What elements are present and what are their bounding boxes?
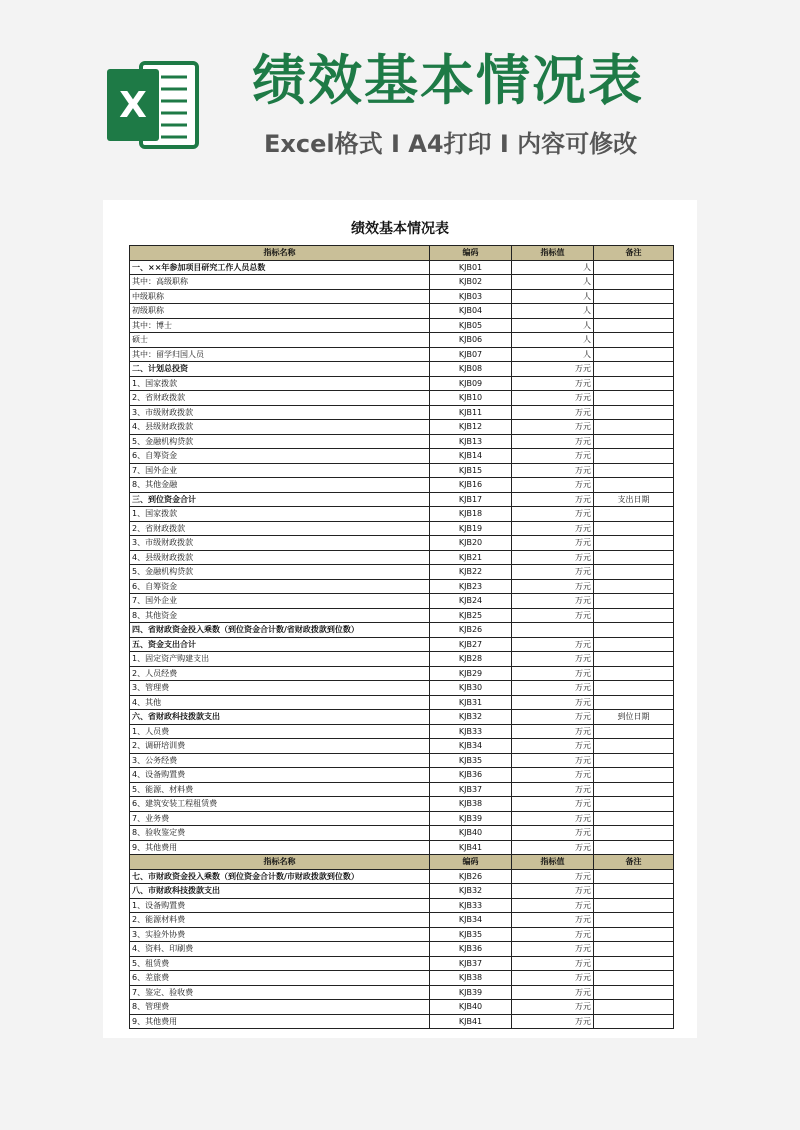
code-cell[interactable]: KJB36 bbox=[430, 768, 512, 783]
code-cell[interactable]: KJB34 bbox=[430, 739, 512, 754]
indicator-name-cell[interactable]: 7、国外企业 bbox=[130, 594, 430, 609]
indicator-name-cell[interactable]: 八、市财政科技拨款支出 bbox=[130, 884, 430, 899]
code-cell[interactable]: KJB30 bbox=[430, 681, 512, 696]
value-cell[interactable]: 万元 bbox=[512, 565, 594, 580]
value-cell[interactable]: 万元 bbox=[512, 768, 594, 783]
indicator-name-cell[interactable]: 8、其他资金 bbox=[130, 608, 430, 623]
logo-letter: X bbox=[119, 85, 147, 126]
indicator-name-cell[interactable]: 2、能源材料费 bbox=[130, 913, 430, 928]
table-row bbox=[130, 304, 674, 319]
indicator-name-cell[interactable]: 2、省财政拨款 bbox=[130, 521, 430, 536]
sheet-title: 绩效基本情况表 bbox=[351, 221, 449, 237]
note-cell[interactable] bbox=[594, 985, 674, 1000]
value-cell[interactable]: 万元 bbox=[512, 507, 594, 522]
value-cell[interactable]: 人 bbox=[512, 260, 594, 275]
indicator-name-cell[interactable]: 3、公务经费 bbox=[130, 753, 430, 768]
indicator-name-cell[interactable]: 3、管理费 bbox=[130, 681, 430, 696]
value-cell[interactable]: 万元 bbox=[512, 913, 594, 928]
table-row bbox=[130, 840, 674, 855]
value-cell[interactable]: 万元 bbox=[512, 826, 594, 841]
table-row bbox=[130, 884, 674, 899]
indicator-name-cell[interactable]: 4、设备购置费 bbox=[130, 768, 430, 783]
note-cell[interactable] bbox=[594, 811, 674, 826]
table-row bbox=[130, 579, 674, 594]
indicator-name-cell[interactable]: 其中：高级职称 bbox=[130, 275, 430, 290]
note-cell[interactable] bbox=[594, 956, 674, 971]
value-cell[interactable]: 万元 bbox=[512, 434, 594, 449]
value-cell[interactable]: 人 bbox=[512, 304, 594, 319]
code-cell[interactable]: KJB33 bbox=[430, 724, 512, 739]
value-cell[interactable]: 人 bbox=[512, 318, 594, 333]
spreadsheet-page bbox=[103, 200, 697, 1038]
value-cell[interactable]: 万元 bbox=[512, 927, 594, 942]
indicator-name-cell[interactable]: 2、调研培训费 bbox=[130, 739, 430, 754]
value-cell[interactable]: 万元 bbox=[512, 376, 594, 391]
table-row bbox=[130, 710, 674, 725]
indicator-name-cell[interactable]: 三、到位资金合计 bbox=[130, 492, 430, 507]
value-cell[interactable]: 万元 bbox=[512, 782, 594, 797]
code-cell[interactable]: KJB13 bbox=[430, 434, 512, 449]
table-row bbox=[130, 768, 674, 783]
column-header[interactable]: 指标名称 bbox=[130, 855, 430, 870]
note-cell[interactable] bbox=[594, 782, 674, 797]
table-row bbox=[130, 927, 674, 942]
table-row bbox=[130, 623, 674, 638]
code-cell[interactable]: KJB31 bbox=[430, 695, 512, 710]
indicator-name-cell[interactable]: 8、管理费 bbox=[130, 1000, 430, 1015]
note-cell[interactable] bbox=[594, 608, 674, 623]
code-cell[interactable]: KJB37 bbox=[430, 956, 512, 971]
indicator-name-cell[interactable]: 7、鉴定、验收费 bbox=[130, 985, 430, 1000]
code-cell[interactable]: KJB10 bbox=[430, 391, 512, 406]
indicator-name-cell[interactable]: 6、自筹资金 bbox=[130, 449, 430, 464]
code-cell[interactable]: KJB38 bbox=[430, 797, 512, 812]
code-cell[interactable]: KJB03 bbox=[430, 289, 512, 304]
note-cell[interactable] bbox=[594, 768, 674, 783]
value-cell[interactable]: 万元 bbox=[512, 942, 594, 957]
code-cell[interactable]: KJB12 bbox=[430, 420, 512, 435]
table-row bbox=[130, 333, 674, 348]
code-cell[interactable]: KJB23 bbox=[430, 579, 512, 594]
table-row bbox=[130, 507, 674, 522]
note-cell[interactable] bbox=[594, 536, 674, 551]
indicator-name-cell[interactable]: 5、金融机构贷款 bbox=[130, 434, 430, 449]
note-cell[interactable] bbox=[594, 449, 674, 464]
excel-logo-icon bbox=[103, 55, 203, 155]
value-cell[interactable]: 人 bbox=[512, 333, 594, 348]
indicator-name-cell[interactable]: 3、市级财政拨款 bbox=[130, 536, 430, 551]
value-cell[interactable]: 万元 bbox=[512, 492, 594, 507]
note-cell[interactable] bbox=[594, 840, 674, 855]
code-cell[interactable]: KJB25 bbox=[430, 608, 512, 623]
code-cell[interactable]: KJB22 bbox=[430, 565, 512, 580]
value-cell[interactable]: 万元 bbox=[512, 681, 594, 696]
note-cell[interactable] bbox=[594, 550, 674, 565]
note-cell[interactable] bbox=[594, 942, 674, 957]
table-row bbox=[130, 608, 674, 623]
indicator-name-cell[interactable]: 1、国家拨款 bbox=[130, 507, 430, 522]
note-cell[interactable] bbox=[594, 826, 674, 841]
code-cell[interactable]: KJB34 bbox=[430, 913, 512, 928]
table-row bbox=[130, 463, 674, 478]
code-cell[interactable]: KJB11 bbox=[430, 405, 512, 420]
indicator-name-cell[interactable]: 4、其他 bbox=[130, 695, 430, 710]
table-row bbox=[130, 797, 674, 812]
value-cell[interactable]: 万元 bbox=[512, 710, 594, 725]
performance-table bbox=[129, 245, 674, 1029]
table-row bbox=[130, 536, 674, 551]
value-cell[interactable]: 万元 bbox=[512, 405, 594, 420]
code-cell[interactable]: KJB26 bbox=[430, 623, 512, 638]
code-cell[interactable]: KJB38 bbox=[430, 971, 512, 986]
code-cell[interactable]: KJB04 bbox=[430, 304, 512, 319]
note-cell[interactable] bbox=[594, 405, 674, 420]
note-cell[interactable] bbox=[594, 333, 674, 348]
value-cell[interactable]: 万元 bbox=[512, 956, 594, 971]
indicator-name-cell[interactable]: 其中：留学归国人员 bbox=[130, 347, 430, 362]
value-cell[interactable]: 万元 bbox=[512, 608, 594, 623]
note-cell[interactable] bbox=[594, 478, 674, 493]
note-cell[interactable] bbox=[594, 623, 674, 638]
note-cell[interactable] bbox=[594, 434, 674, 449]
indicator-name-cell[interactable]: 初级职称 bbox=[130, 304, 430, 319]
column-header[interactable]: 备注 bbox=[594, 246, 674, 261]
note-cell[interactable] bbox=[594, 1000, 674, 1015]
table-row bbox=[130, 724, 674, 739]
note-cell[interactable] bbox=[594, 579, 674, 594]
indicator-name-cell[interactable]: 二、计划总投资 bbox=[130, 362, 430, 377]
indicator-name-cell[interactable]: 4、资料、印刷费 bbox=[130, 942, 430, 957]
column-header[interactable]: 指标值 bbox=[512, 246, 594, 261]
table-row bbox=[130, 971, 674, 986]
indicator-name-cell[interactable]: 七、市财政资金投入乘数（到位资金合计数/市财政拨款到位数） bbox=[130, 869, 430, 884]
indicator-name-cell[interactable]: 3、市级财政拨款 bbox=[130, 405, 430, 420]
table-row bbox=[130, 347, 674, 362]
note-cell[interactable] bbox=[594, 797, 674, 812]
value-cell[interactable]: 万元 bbox=[512, 811, 594, 826]
code-cell[interactable]: KJB32 bbox=[430, 884, 512, 899]
table-row bbox=[130, 739, 674, 754]
indicator-name-cell[interactable]: 5、金融机构贷款 bbox=[130, 565, 430, 580]
table-row bbox=[130, 405, 674, 420]
code-cell[interactable]: KJB40 bbox=[430, 1000, 512, 1015]
value-cell[interactable]: 万元 bbox=[512, 840, 594, 855]
code-cell[interactable]: KJB27 bbox=[430, 637, 512, 652]
value-cell[interactable]: 人 bbox=[512, 289, 594, 304]
table-row bbox=[130, 318, 674, 333]
value-cell[interactable]: 人 bbox=[512, 275, 594, 290]
value-cell[interactable]: 万元 bbox=[512, 637, 594, 652]
code-cell[interactable]: KJB08 bbox=[430, 362, 512, 377]
code-cell[interactable]: KJB32 bbox=[430, 710, 512, 725]
note-cell[interactable] bbox=[594, 565, 674, 580]
code-cell[interactable]: KJB07 bbox=[430, 347, 512, 362]
indicator-name-cell[interactable]: 2、人员经费 bbox=[130, 666, 430, 681]
code-cell[interactable]: KJB35 bbox=[430, 927, 512, 942]
code-cell[interactable]: KJB21 bbox=[430, 550, 512, 565]
note-cell[interactable]: 到位日期 bbox=[594, 710, 674, 725]
code-cell[interactable]: KJB18 bbox=[430, 507, 512, 522]
table-header-row bbox=[130, 855, 674, 870]
code-cell[interactable]: KJB19 bbox=[430, 521, 512, 536]
code-cell[interactable]: KJB14 bbox=[430, 449, 512, 464]
table-row bbox=[130, 478, 674, 493]
table-row bbox=[130, 811, 674, 826]
indicator-name-cell[interactable]: 其中：博士 bbox=[130, 318, 430, 333]
table-row bbox=[130, 695, 674, 710]
value-cell[interactable]: 万元 bbox=[512, 420, 594, 435]
indicator-name-cell[interactable]: 一、××年参加项目研究工作人员总数 bbox=[130, 260, 430, 275]
indicator-name-cell[interactable]: 8、验收鉴定费 bbox=[130, 826, 430, 841]
note-cell[interactable] bbox=[594, 666, 674, 681]
value-cell[interactable]: 万元 bbox=[512, 869, 594, 884]
code-cell[interactable]: KJB39 bbox=[430, 985, 512, 1000]
note-cell[interactable] bbox=[594, 1014, 674, 1029]
value-cell[interactable]: 万元 bbox=[512, 652, 594, 667]
table-row bbox=[130, 666, 674, 681]
note-cell[interactable] bbox=[594, 884, 674, 899]
value-cell[interactable]: 万元 bbox=[512, 449, 594, 464]
value-cell[interactable]: 万元 bbox=[512, 536, 594, 551]
indicator-name-cell[interactable]: 6、建筑安装工程租赁费 bbox=[130, 797, 430, 812]
note-cell[interactable] bbox=[594, 594, 674, 609]
value-cell[interactable]: 万元 bbox=[512, 463, 594, 478]
indicator-name-cell[interactable]: 7、业务费 bbox=[130, 811, 430, 826]
value-cell[interactable]: 万元 bbox=[512, 666, 594, 681]
table-row bbox=[130, 753, 674, 768]
column-header[interactable]: 指标名称 bbox=[130, 246, 430, 261]
indicator-name-cell[interactable]: 六、省财政科技拨款支出 bbox=[130, 710, 430, 725]
table-row bbox=[130, 956, 674, 971]
code-cell[interactable]: KJB41 bbox=[430, 840, 512, 855]
note-cell[interactable] bbox=[594, 304, 674, 319]
table-row bbox=[130, 434, 674, 449]
table-row bbox=[130, 913, 674, 928]
table-row bbox=[130, 362, 674, 377]
note-cell[interactable] bbox=[594, 507, 674, 522]
code-cell[interactable]: KJB40 bbox=[430, 826, 512, 841]
code-cell[interactable]: KJB06 bbox=[430, 333, 512, 348]
indicator-name-cell[interactable]: 7、国外企业 bbox=[130, 463, 430, 478]
value-cell[interactable]: 人 bbox=[512, 347, 594, 362]
value-cell[interactable]: 万元 bbox=[512, 753, 594, 768]
indicator-name-cell[interactable]: 中级职称 bbox=[130, 289, 430, 304]
indicator-name-cell[interactable]: 5、租赁费 bbox=[130, 956, 430, 971]
note-cell[interactable] bbox=[594, 869, 674, 884]
table-row bbox=[130, 898, 674, 913]
page-subtitle: Excel格式 I A4打印 I 内容可修改 bbox=[264, 130, 638, 158]
code-cell[interactable]: KJB05 bbox=[430, 318, 512, 333]
table-row bbox=[130, 985, 674, 1000]
table-row bbox=[130, 260, 674, 275]
value-cell[interactable]: 万元 bbox=[512, 985, 594, 1000]
note-cell[interactable] bbox=[594, 376, 674, 391]
table-row bbox=[130, 782, 674, 797]
table-row bbox=[130, 376, 674, 391]
code-cell[interactable]: KJB35 bbox=[430, 753, 512, 768]
code-cell[interactable]: KJB09 bbox=[430, 376, 512, 391]
value-cell[interactable]: 万元 bbox=[512, 391, 594, 406]
code-cell[interactable]: KJB26 bbox=[430, 869, 512, 884]
table-row bbox=[130, 637, 674, 652]
code-cell[interactable]: KJB01 bbox=[430, 260, 512, 275]
table-header-row bbox=[130, 246, 674, 261]
indicator-name-cell[interactable]: 5、能源、材料费 bbox=[130, 782, 430, 797]
note-cell[interactable] bbox=[594, 362, 674, 377]
code-cell[interactable]: KJB37 bbox=[430, 782, 512, 797]
value-cell[interactable]: 万元 bbox=[512, 724, 594, 739]
indicator-name-cell[interactable]: 1、固定资产购建支出 bbox=[130, 652, 430, 667]
table-row bbox=[130, 942, 674, 957]
table-row bbox=[130, 594, 674, 609]
indicator-name-cell[interactable]: 硕士 bbox=[130, 333, 430, 348]
value-cell[interactable]: 万元 bbox=[512, 579, 594, 594]
code-cell[interactable]: KJB36 bbox=[430, 942, 512, 957]
note-cell[interactable] bbox=[594, 420, 674, 435]
column-header[interactable]: 备注 bbox=[594, 855, 674, 870]
note-cell[interactable] bbox=[594, 347, 674, 362]
code-cell[interactable]: KJB17 bbox=[430, 492, 512, 507]
table-row bbox=[130, 492, 674, 507]
table-row bbox=[130, 826, 674, 841]
note-cell[interactable] bbox=[594, 275, 674, 290]
table-row bbox=[130, 391, 674, 406]
table-row bbox=[130, 289, 674, 304]
code-cell[interactable]: KJB15 bbox=[430, 463, 512, 478]
table-row bbox=[130, 420, 674, 435]
code-cell[interactable]: KJB33 bbox=[430, 898, 512, 913]
note-cell[interactable]: 支出日期 bbox=[594, 492, 674, 507]
note-cell[interactable] bbox=[594, 971, 674, 986]
indicator-name-cell[interactable]: 1、人员费 bbox=[130, 724, 430, 739]
note-cell[interactable] bbox=[594, 695, 674, 710]
note-cell[interactable] bbox=[594, 913, 674, 928]
note-cell[interactable] bbox=[594, 637, 674, 652]
table-row bbox=[130, 275, 674, 290]
value-cell[interactable]: 万元 bbox=[512, 362, 594, 377]
value-cell[interactable]: 万元 bbox=[512, 695, 594, 710]
table-row bbox=[130, 521, 674, 536]
code-cell[interactable]: KJB41 bbox=[430, 1014, 512, 1029]
indicator-name-cell[interactable]: 四、省财政资金投入乘数（到位资金合计数/省财政拨款到位数） bbox=[130, 623, 430, 638]
code-cell[interactable]: KJB02 bbox=[430, 275, 512, 290]
code-cell[interactable]: KJB24 bbox=[430, 594, 512, 609]
value-cell[interactable]: 万元 bbox=[512, 739, 594, 754]
indicator-name-cell[interactable]: 五、资金支出合计 bbox=[130, 637, 430, 652]
value-cell[interactable]: 万元 bbox=[512, 550, 594, 565]
page-title: 绩效基本情况表 bbox=[252, 49, 644, 112]
indicator-name-cell[interactable]: 8、其他金融 bbox=[130, 478, 430, 493]
table-row bbox=[130, 1000, 674, 1015]
value-cell[interactable]: 万元 bbox=[512, 478, 594, 493]
indicator-name-cell[interactable]: 2、省财政拨款 bbox=[130, 391, 430, 406]
code-cell[interactable]: KJB20 bbox=[430, 536, 512, 551]
note-cell[interactable] bbox=[594, 681, 674, 696]
note-cell[interactable] bbox=[594, 289, 674, 304]
value-cell[interactable]: 万元 bbox=[512, 898, 594, 913]
code-cell[interactable]: KJB16 bbox=[430, 478, 512, 493]
note-cell[interactable] bbox=[594, 463, 674, 478]
code-cell[interactable]: KJB39 bbox=[430, 811, 512, 826]
note-cell[interactable] bbox=[594, 739, 674, 754]
note-cell[interactable] bbox=[594, 927, 674, 942]
table-row bbox=[130, 1014, 674, 1029]
column-header[interactable]: 指标值 bbox=[512, 855, 594, 870]
indicator-name-cell[interactable]: 1、国家拨款 bbox=[130, 376, 430, 391]
table-row bbox=[130, 869, 674, 884]
column-header[interactable]: 编码 bbox=[430, 246, 512, 261]
indicator-name-cell[interactable]: 3、实验外协费 bbox=[130, 927, 430, 942]
value-cell[interactable]: 万元 bbox=[512, 884, 594, 899]
table-row bbox=[130, 449, 674, 464]
indicator-name-cell[interactable]: 4、县级财政拨款 bbox=[130, 420, 430, 435]
indicator-name-cell[interactable]: 9、其他费用 bbox=[130, 1014, 430, 1029]
note-cell[interactable] bbox=[594, 898, 674, 913]
indicator-name-cell[interactable]: 1、设备购置费 bbox=[130, 898, 430, 913]
indicator-name-cell[interactable]: 6、自筹资金 bbox=[130, 579, 430, 594]
value-cell[interactable]: 万元 bbox=[512, 971, 594, 986]
note-cell[interactable] bbox=[594, 652, 674, 667]
table-row bbox=[130, 652, 674, 667]
note-cell[interactable] bbox=[594, 391, 674, 406]
column-header[interactable]: 编码 bbox=[430, 855, 512, 870]
code-cell[interactable]: KJB28 bbox=[430, 652, 512, 667]
note-cell[interactable] bbox=[594, 260, 674, 275]
table-row bbox=[130, 550, 674, 565]
indicator-name-cell[interactable]: 9、其他费用 bbox=[130, 840, 430, 855]
indicator-name-cell[interactable]: 4、县级财政拨款 bbox=[130, 550, 430, 565]
value-cell[interactable]: 万元 bbox=[512, 1014, 594, 1029]
indicator-name-cell[interactable]: 6、差旅费 bbox=[130, 971, 430, 986]
value-cell[interactable] bbox=[512, 623, 594, 638]
value-cell[interactable]: 万元 bbox=[512, 797, 594, 812]
note-cell[interactable] bbox=[594, 521, 674, 536]
note-cell[interactable] bbox=[594, 753, 674, 768]
table-row bbox=[130, 681, 674, 696]
value-cell[interactable]: 万元 bbox=[512, 521, 594, 536]
value-cell[interactable]: 万元 bbox=[512, 594, 594, 609]
note-cell[interactable] bbox=[594, 724, 674, 739]
value-cell[interactable]: 万元 bbox=[512, 1000, 594, 1015]
note-cell[interactable] bbox=[594, 318, 674, 333]
table-row bbox=[130, 565, 674, 580]
code-cell[interactable]: KJB29 bbox=[430, 666, 512, 681]
